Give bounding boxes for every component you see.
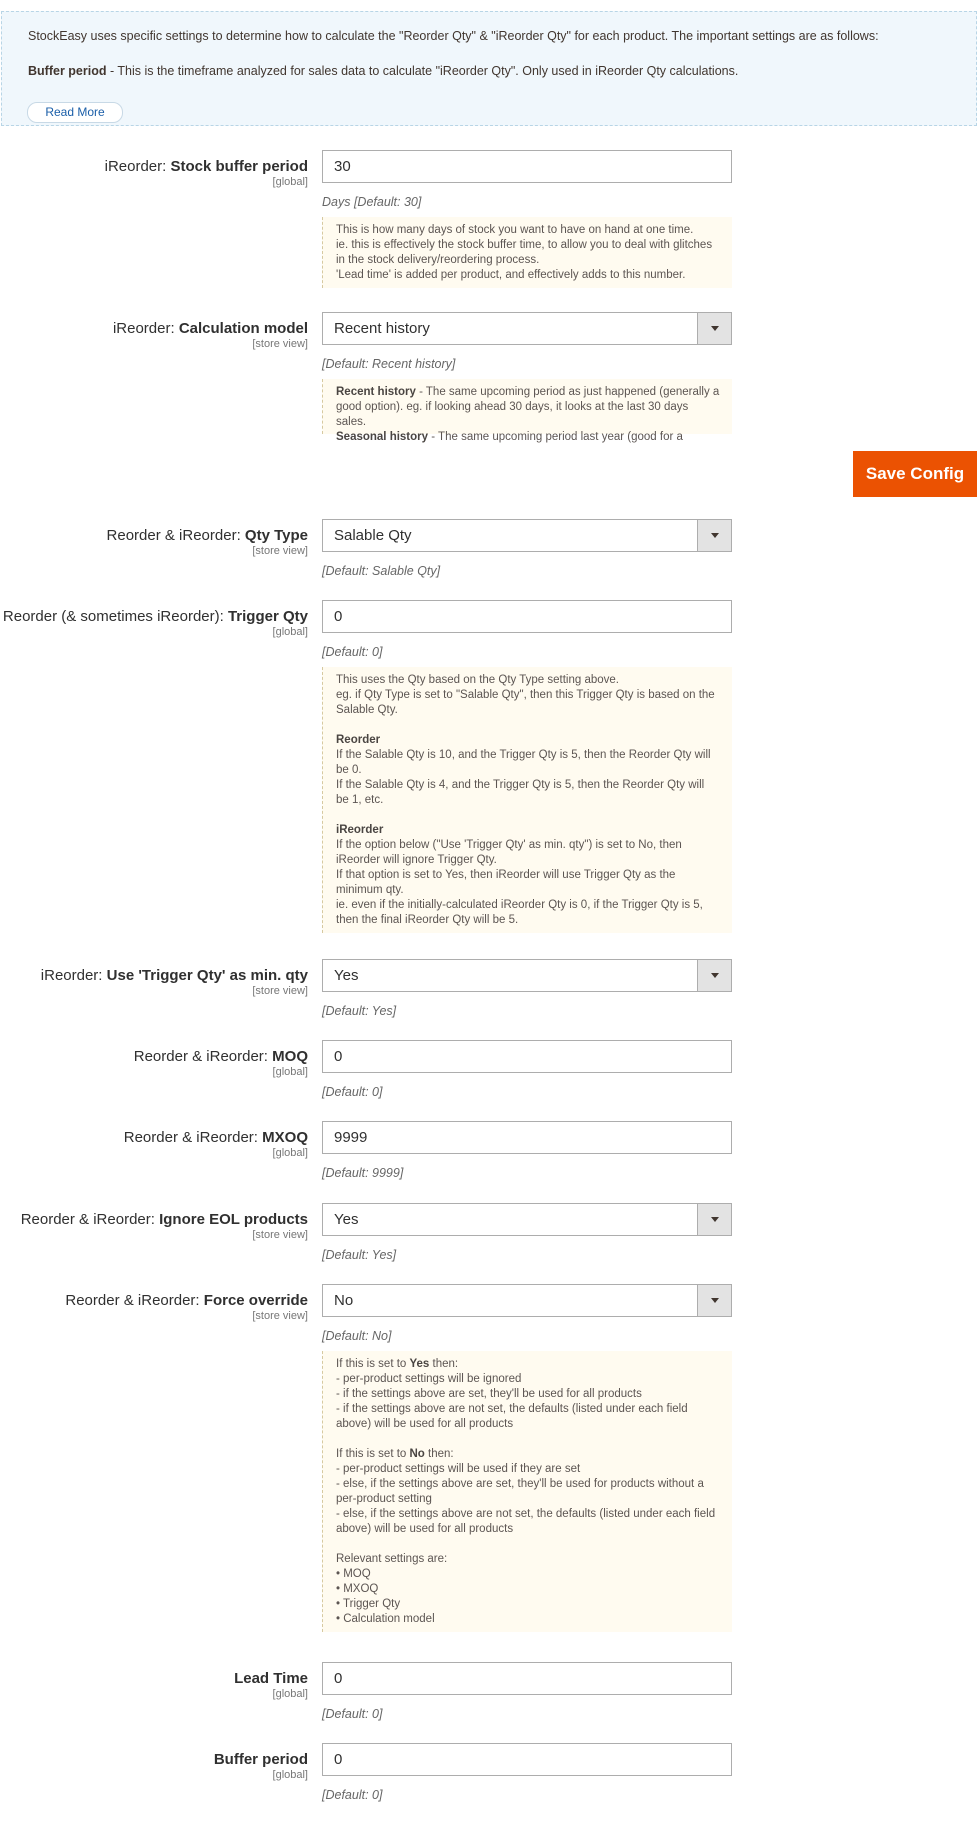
- field-note: Days [Default: 30]: [322, 195, 422, 209]
- field-label: Reorder & iReorder: MXOQ: [123, 1129, 308, 1146]
- scope-label: [global]: [272, 1066, 308, 1078]
- info-buffer-period: [28, 64, 738, 78]
- field-label: iReorder: Calculation model: [112, 320, 308, 337]
- field-note: [Default: 0]: [322, 645, 383, 659]
- scope-label: [store view]: [252, 985, 308, 997]
- qty-type-select[interactable]: Salable Qty: [322, 519, 732, 552]
- info-intro: StockEasy uses specific settings to determine how to calculate the "Reorder Qty" & "iReorder Qty" for each product. The important settings are as follows:: [28, 29, 879, 43]
- field-label: Reorder & iReorder: MOQ: [133, 1048, 308, 1065]
- field-comment: This is how many days of stock you want to have on hand at one time. ie. this is effectively the stock buffer time, to allow you to deal with glitches in the stock delivery/reordering process. 'Lead time' is added per product, and effectively adds to this number.: [322, 217, 732, 288]
- field-note: [Default: 0]: [322, 1788, 383, 1802]
- field-note: [Default: 0]: [322, 1707, 383, 1721]
- field-note: [Default: Salable Qty]: [322, 564, 441, 578]
- save-config-button[interactable]: Save Config: [853, 451, 977, 497]
- field-label: Buffer period: [213, 1751, 308, 1768]
- field-label: iReorder: Stock buffer period: [104, 158, 308, 175]
- lead-time-input[interactable]: 0: [322, 1662, 732, 1695]
- field-comment: Recent history - The same upcoming period as just happened (generally a good option). eg. if looking ahead 30 days, it looks at the last 30 days sales. Seasonal history - The same upcoming period last year (good for a: [322, 379, 732, 434]
- calculation-model-select[interactable]: Recent history: [322, 312, 732, 345]
- field-label: iReorder: Use 'Trigger Qty' as min. qty: [40, 967, 308, 984]
- scope-label: [global]: [272, 1688, 308, 1700]
- chevron-down-icon: [697, 313, 731, 344]
- field-label: Reorder (& sometimes iReorder): Trigger Qty: [2, 608, 308, 625]
- info-buffer-text: - This is the timeframe analyzed for sales data to calculate "iReorder Qty". Only used in iReorder Qty calculations.: [106, 64, 739, 78]
- field-comment: This uses the Qty based on the Qty Type setting above. eg. if Qty Type is set to "Salable Qty", then this Trigger Qty is based on the Salable Qty. Reorder If the Salable Qty is 10, and the Trigger Qty is 5, then the Reorder Qty will be 0. If the Salable Qty is 4, and the Trigger Qty is 5, then the Reorder Qty will be 1, etc. iReorder If the option below ("Use 'Trigger Qty' as min. qty") is set to No, then iReorder will ignore Trigger Qty. If that option is set to Yes, then iReorder will use Trigger Qty as the minimum qty. ie. even if the initially-calculated iReorder Qty is 0, if the Trigger Qty is 5, then the final iReorder Qty will be 5.: [322, 667, 732, 933]
- scope-label: [store view]: [252, 1310, 308, 1322]
- info-box: [1, 11, 977, 126]
- scope-label: [store view]: [252, 338, 308, 350]
- chevron-down-icon: [697, 1285, 731, 1316]
- scope-label: [global]: [272, 626, 308, 638]
- field-label: Reorder & iReorder: Qty Type: [106, 527, 308, 544]
- field-note: [Default: Recent history]: [322, 357, 456, 371]
- field-note: [Default: Yes]: [322, 1004, 397, 1018]
- field-note: [Default: 0]: [322, 1085, 383, 1099]
- chevron-down-icon: [697, 1204, 731, 1235]
- stock-buffer-period-input[interactable]: 30: [322, 150, 732, 183]
- field-note: [Default: No]: [322, 1329, 392, 1343]
- field-label: Reorder & iReorder: Ignore EOL products: [20, 1211, 308, 1228]
- buffer-period-input[interactable]: 0: [322, 1743, 732, 1776]
- scope-label: [global]: [272, 1147, 308, 1159]
- info-buffer-title: Buffer period: [28, 64, 107, 78]
- scope-label: [store view]: [252, 545, 308, 557]
- chevron-down-icon: [697, 960, 731, 991]
- ignore-eol-select[interactable]: Yes: [322, 1203, 732, 1236]
- mxoq-input[interactable]: 9999: [322, 1121, 732, 1154]
- scope-label: [global]: [272, 176, 308, 188]
- chevron-down-icon: [697, 520, 731, 551]
- trigger-qty-input[interactable]: 0: [322, 600, 732, 633]
- field-comment: If this is set to Yes then: - per-product settings will be ignored - if the settings above are set, they'll be used for all products - if the settings above are not set, the defaults (listed under each field above) will be used for all products If this is set to No then: - per-product settings will be used if they are set - else, if the settings above are set, they'll be used for products without a per-product setting - else, if the settings above are not set, the defaults (listed under each field above) will be used for all products Relevant settings are: • MOQ • MXOQ • Trigger Qty • Calculation model: [322, 1351, 732, 1632]
- field-note: [Default: 9999]: [322, 1166, 404, 1180]
- scope-label: [global]: [272, 1769, 308, 1781]
- field-label: Reorder & iReorder: Force override: [65, 1292, 308, 1309]
- force-override-select[interactable]: No: [322, 1284, 732, 1317]
- use-trigger-qty-select[interactable]: Yes: [322, 959, 732, 992]
- field-note: [Default: Yes]: [322, 1248, 397, 1262]
- moq-input[interactable]: 0: [322, 1040, 732, 1073]
- field-label: Lead Time: [234, 1670, 308, 1687]
- read-more-button[interactable]: Read More: [27, 102, 123, 123]
- scope-label: [store view]: [252, 1229, 308, 1241]
